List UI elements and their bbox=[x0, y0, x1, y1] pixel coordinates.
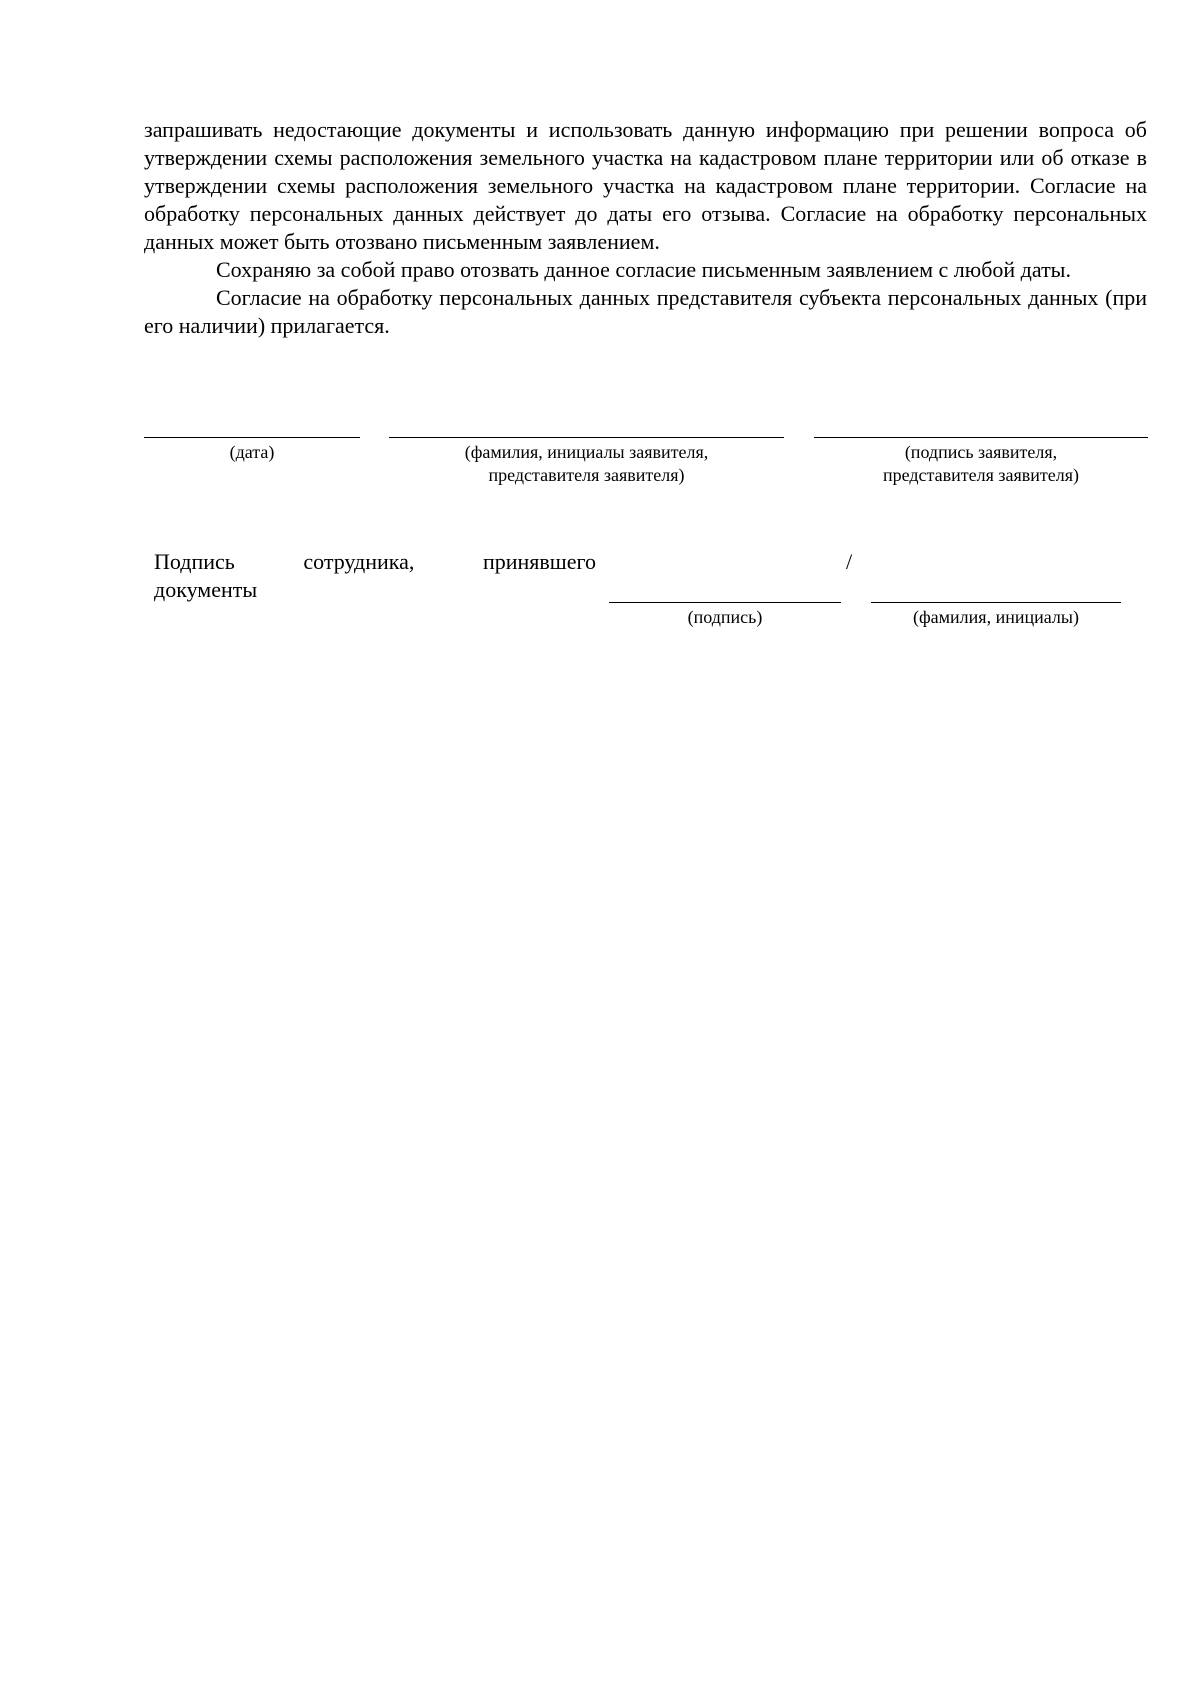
employee-label-word1: Подпись bbox=[154, 549, 235, 574]
paragraph-consent-scope: запрашивать недостающие документы и использовать данную информацию при решении вопроса об утверждении схемы расположения земельного участка на кадастровом плане территории или об отказе в утверждении схемы расположения земельного участка на кадастровом плане территории. Согласие на обработку персональных данных действует до даты его отзыва. Согласие на обработку персональных данных может быть отозвано письменным заявлением. bbox=[144, 117, 1147, 254]
employee-label-line1 bbox=[154, 548, 596, 576]
employee-label-line2: документы bbox=[154, 577, 258, 602]
employee-signature-label bbox=[154, 548, 596, 604]
employee-signature-line[interactable] bbox=[609, 602, 841, 603]
applicant-signature-line[interactable] bbox=[814, 437, 1148, 438]
applicant-signature-caption-line2: представителя заявителя) bbox=[883, 465, 1079, 485]
applicant-signature-caption bbox=[814, 441, 1148, 487]
paragraph-revocation-right: Сохраняю за собой право отозвать данное согласие письменным заявлением с любой даты. bbox=[216, 257, 1071, 282]
employee-name-line[interactable] bbox=[871, 602, 1121, 603]
consent-text bbox=[144, 116, 1147, 340]
applicant-name-line[interactable] bbox=[389, 437, 784, 438]
date-caption: (дата) bbox=[229, 442, 275, 462]
applicant-name-caption-line1: (фамилия, инициалы заявителя, bbox=[464, 442, 709, 462]
applicant-name-caption-line2: представителя заявителя) bbox=[488, 465, 685, 485]
slash-separator: / bbox=[846, 549, 853, 574]
employee-signature-caption: (подпись) bbox=[687, 607, 763, 627]
applicant-signature-caption-line1: (подпись заявителя, bbox=[904, 442, 1058, 462]
employee-label-word2: сотрудника, bbox=[303, 549, 415, 574]
employee-label-word3: принявшего bbox=[482, 549, 596, 574]
paragraph-representative-consent: Согласие на обработку персональных данных представителя субъекта персональных данных (при его наличии) прилагается. bbox=[144, 285, 1147, 338]
date-line[interactable] bbox=[144, 437, 360, 438]
employee-name-caption: (фамилия, инициалы) bbox=[913, 607, 1079, 627]
applicant-name-caption bbox=[389, 441, 784, 487]
